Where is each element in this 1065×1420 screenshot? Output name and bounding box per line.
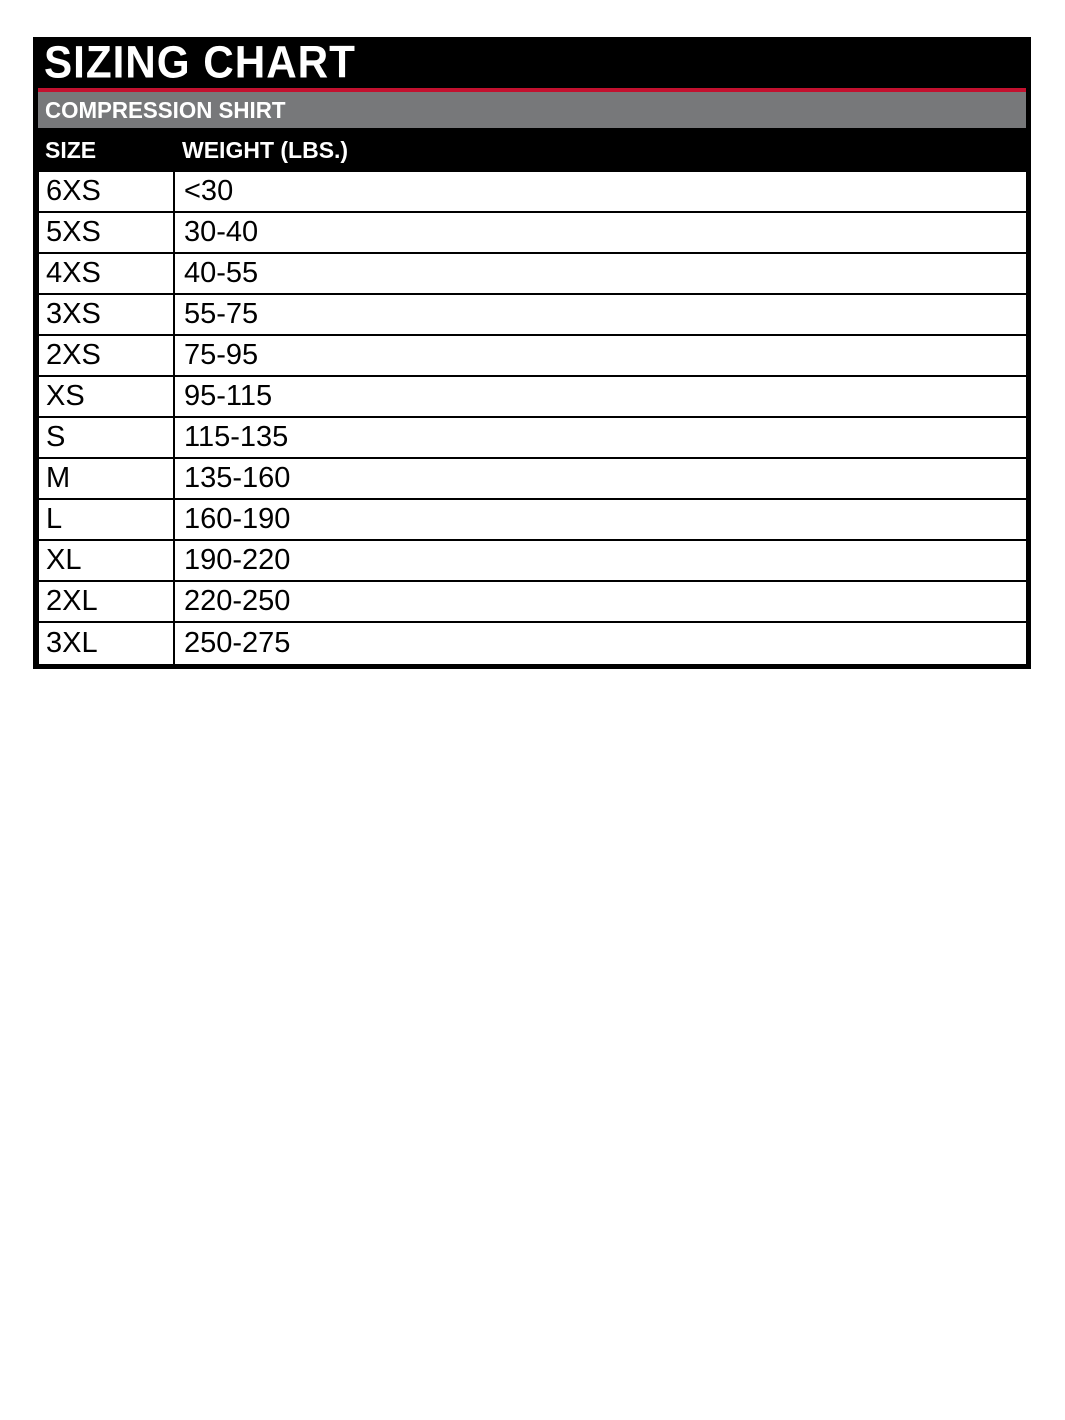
size-cell: XS [39,377,175,416]
table-row [39,541,1026,582]
size-cell: 5XS [39,213,175,252]
table-row [39,459,1026,500]
table-header-row [33,128,1031,172]
table-row [39,500,1026,541]
size-cell: 4XS [39,254,175,293]
weight-cell: <30 [184,175,234,207]
size-cell: 6XS [39,172,175,211]
size-cell: S [39,418,175,457]
size-cell: 2XL [39,582,175,621]
weight-cell: 250-275 [184,627,291,659]
table-row [39,295,1026,336]
column-header-weight: WEIGHT (LBS.) [182,136,349,163]
size-cell: 3XL [39,623,175,664]
table-row [39,213,1026,254]
table-row [39,336,1026,377]
column-header-size: SIZE [45,136,97,163]
table-row [39,582,1026,623]
page-title: SIZING CHART [44,37,356,88]
weight-cell: 115-135 [184,421,289,453]
weight-cell: 220-250 [184,585,291,617]
weight-cell: 30-40 [184,216,259,248]
table-row [39,377,1026,418]
product-name: COMPRESSION SHIRT [45,96,286,123]
weight-cell: 95-115 [184,380,273,412]
weight-cell: 75-95 [184,339,259,371]
weight-cell: 160-190 [184,503,291,535]
table-body [33,172,1031,669]
size-cell: M [39,459,175,498]
table-row [39,172,1026,213]
table-row [39,623,1026,664]
table-row [39,418,1026,459]
weight-cell: 55-75 [184,298,259,330]
product-band [33,92,1031,128]
size-cell: XL [39,541,175,580]
table-row [39,254,1026,295]
size-cell: 3XS [39,295,175,334]
title-band [33,37,1031,88]
weight-cell: 190-220 [184,544,291,576]
size-cell: 2XS [39,336,175,375]
weight-cell: 40-55 [184,257,259,289]
weight-cell: 135-160 [184,462,291,494]
size-cell: L [39,500,175,539]
sizing-chart [33,37,1031,669]
